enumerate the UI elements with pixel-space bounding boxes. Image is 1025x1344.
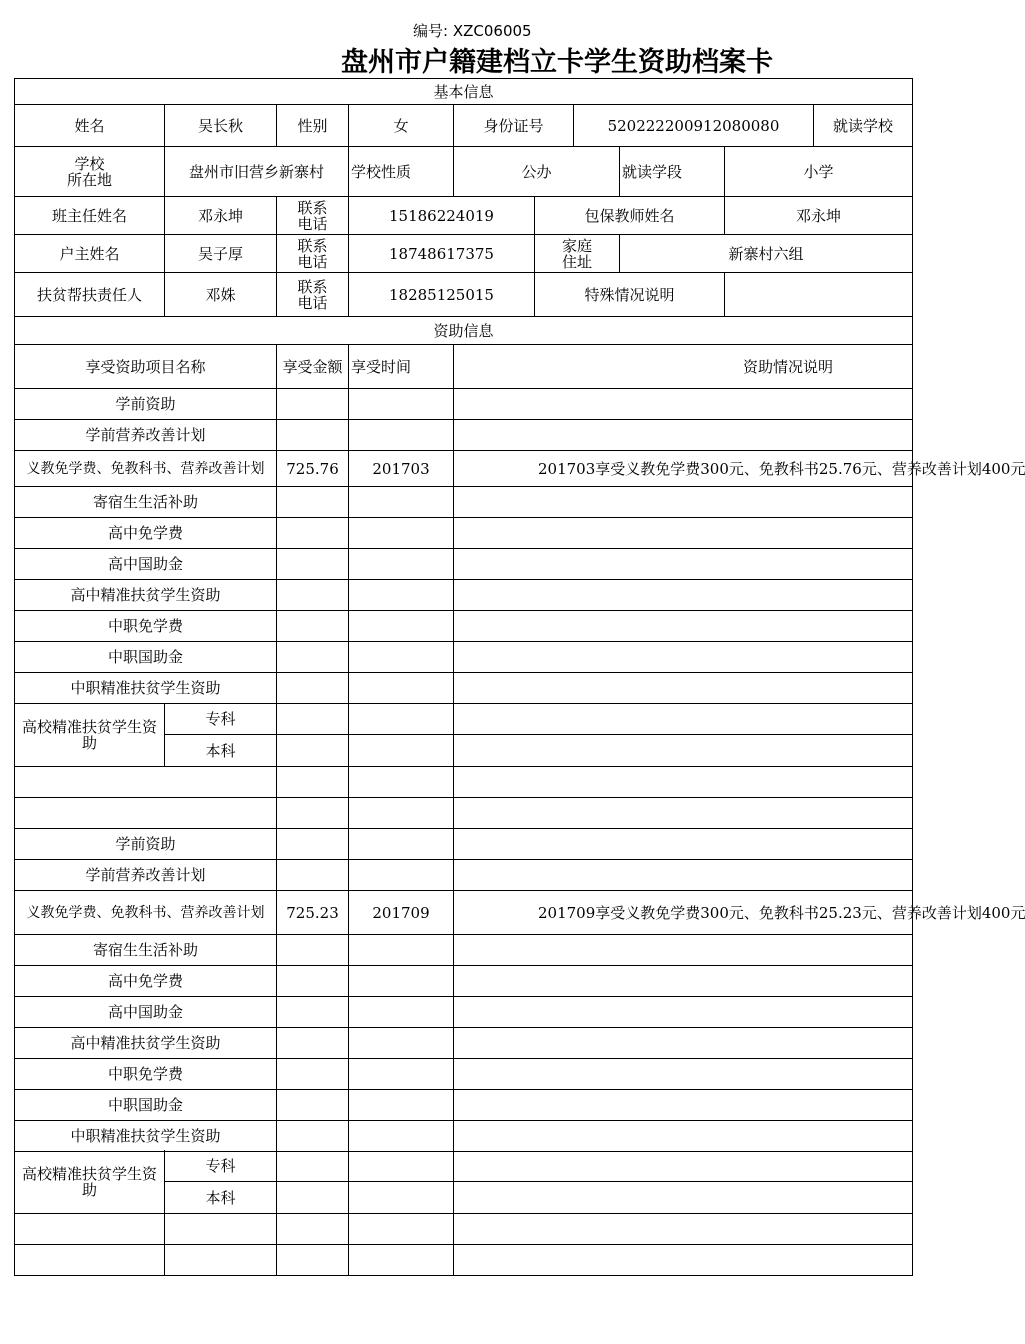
aid-item-amount: [276, 860, 348, 891]
aid-item-amount: [276, 611, 348, 642]
aid-item-amount: [276, 642, 348, 673]
bachelor-label-2: 本科: [164, 1182, 276, 1214]
special-value: [724, 273, 913, 317]
aid-item-name: 中职国助金: [14, 642, 276, 673]
aid-item-name: 中职精准扶贫学生资助: [14, 1121, 276, 1152]
junior-college-desc-1: [453, 703, 913, 735]
aid-item-amount: [276, 829, 348, 860]
aid-item-name: 高中免学费: [14, 966, 276, 997]
aid-item-name: 高中精准扶贫学生资助: [14, 580, 276, 611]
aid-item-time: [348, 611, 453, 642]
aid-item-time: [348, 580, 453, 611]
poverty-helper-label: 扶贫帮扶责任人: [14, 273, 164, 317]
aid-item-amount: [276, 1090, 348, 1121]
aid-item-desc: [453, 935, 913, 966]
aid-item-name: 义教免学费、免教科书、营养改善计划: [14, 451, 276, 487]
junior-college-amount-2: [276, 1150, 348, 1182]
aid-item-time: [348, 966, 453, 997]
aid-item-amount: 725.23: [276, 891, 348, 935]
junior-college-desc-2: [453, 1150, 913, 1182]
head-teacher-name: 邓永坤: [164, 197, 276, 235]
aid-item-time: [348, 389, 453, 420]
aid-item-desc: [453, 860, 913, 891]
aid-item-desc: [453, 673, 913, 704]
aid-item-name: 学前资助: [14, 829, 276, 860]
aid-item-name: 寄宿生生活补助: [14, 935, 276, 966]
student-name: 吴长秋: [164, 105, 276, 147]
empty-cell: [276, 798, 348, 829]
householder-phone-label: 联系 电话: [276, 235, 348, 273]
university-aid-label-1: 高校精准扶贫学生资助: [14, 703, 164, 767]
aid-item-name: 中职国助金: [14, 1090, 276, 1121]
aid-item-desc: 201709享受义教免学费300元、免教科书25.23元、营养改善计划400元: [453, 891, 913, 935]
aid-item-desc: [453, 1059, 913, 1090]
aid-item-desc: [453, 966, 913, 997]
empty-cell: [14, 767, 276, 798]
id-label: 身份证号: [453, 105, 573, 147]
empty-cell: [348, 767, 453, 798]
bachelor-time-1: [348, 735, 453, 767]
aid-item-amount: 725.76: [276, 451, 348, 487]
aid-item-desc: [453, 1121, 913, 1152]
aid-item-time: [348, 420, 453, 451]
empty-cell: [348, 1245, 453, 1276]
empty-cell: [276, 1214, 348, 1245]
aid-item-time: [348, 673, 453, 704]
empty-cell: [348, 1214, 453, 1245]
aid-item-time: [348, 642, 453, 673]
poverty-helper-phone-label: 联系 电话: [276, 273, 348, 317]
basic-info-header: 基本信息: [14, 79, 913, 105]
school-stage: 小学: [724, 147, 913, 197]
school-label: 就读学校: [813, 105, 913, 147]
school-nature-label: 学校性质: [348, 147, 453, 197]
aid-item-desc: [453, 420, 913, 451]
gender-value: 女: [348, 105, 453, 147]
guarantee-teacher-name: 邓永坤: [724, 197, 913, 235]
aid-item-desc: 201703享受义教免学费300元、免教科书25.76元、营养改善计划400元: [453, 451, 913, 487]
bachelor-label-1: 本科: [164, 735, 276, 767]
aid-item-name: 高中国助金: [14, 997, 276, 1028]
aid-item-time: [348, 935, 453, 966]
aid-item-name: 高中国助金: [14, 549, 276, 580]
gender-label: 性别: [276, 105, 348, 147]
aid-item-amount: [276, 1059, 348, 1090]
aid-item-name: 学前营养改善计划: [14, 860, 276, 891]
empty-cell: [164, 1214, 276, 1245]
col-project-header: 享受资助项目名称: [14, 345, 276, 389]
aid-item-name: 学前资助: [14, 389, 276, 420]
aid-item-time: [348, 997, 453, 1028]
aid-item-time: [348, 1059, 453, 1090]
serial-value: XZC06005: [452, 22, 532, 40]
aid-item-amount: [276, 966, 348, 997]
aid-item-amount: [276, 389, 348, 420]
aid-item-name: 中职免学费: [14, 611, 276, 642]
aid-item-time: [348, 829, 453, 860]
aid-item-name: 中职精准扶贫学生资助: [14, 673, 276, 704]
special-label: 特殊情况说明: [534, 273, 724, 317]
aid-item-amount: [276, 420, 348, 451]
bachelor-time-2: [348, 1182, 453, 1214]
aid-item-name: 学前营养改善计划: [14, 420, 276, 451]
aid-item-time: [348, 1121, 453, 1152]
aid-item-time: [348, 487, 453, 518]
junior-college-time-2: [348, 1150, 453, 1182]
aid-item-desc: [453, 549, 913, 580]
head-teacher-phone: 15186224019: [348, 197, 534, 235]
aid-item-time: 201709: [348, 891, 453, 935]
col-desc-header: 资助情况说明: [453, 345, 913, 389]
empty-cell: [453, 1245, 913, 1276]
aid-item-amount: [276, 549, 348, 580]
empty-cell: [164, 1245, 276, 1276]
aid-item-time: [348, 1090, 453, 1121]
aid-item-time: [348, 1028, 453, 1059]
junior-college-amount-1: [276, 703, 348, 735]
aid-item-amount: [276, 1028, 348, 1059]
aid-item-name: 中职免学费: [14, 1059, 276, 1090]
serial-label: 编号:: [413, 22, 449, 40]
junior-college-label-2: 专科: [164, 1150, 276, 1182]
archive-card-table: [14, 78, 1025, 1277]
aid-item-desc: [453, 997, 913, 1028]
empty-cell: [14, 1245, 164, 1276]
bachelor-amount-2: [276, 1182, 348, 1214]
empty-cell: [276, 1245, 348, 1276]
bachelor-desc-1: [453, 735, 913, 767]
aid-item-amount: [276, 997, 348, 1028]
address-label: 家庭 住址: [534, 235, 619, 273]
aid-item-desc: [453, 611, 913, 642]
col-amount-header: 享受金额: [276, 345, 348, 389]
empty-cell: [348, 798, 453, 829]
aid-item-name: 义教免学费、免教科书、营养改善计划: [14, 891, 276, 935]
aid-item-time: 201703: [348, 451, 453, 487]
school-nature: 公办: [453, 147, 619, 197]
poverty-helper-phone: 18285125015: [348, 273, 534, 317]
householder-label: 户主姓名: [14, 235, 164, 273]
poverty-helper-name: 邓姝: [164, 273, 276, 317]
aid-item-amount: [276, 518, 348, 549]
location-label: 学校 所在地: [14, 147, 164, 197]
empty-cell: [453, 767, 913, 798]
aid-item-desc: [453, 829, 913, 860]
empty-cell: [14, 1214, 164, 1245]
empty-cell: [14, 798, 276, 829]
page-title: 盘州市户籍建档立卡学生资助档案卡: [341, 47, 773, 78]
aid-item-desc: [453, 487, 913, 518]
junior-college-time-1: [348, 703, 453, 735]
head-teacher-label: 班主任姓名: [14, 197, 164, 235]
aid-item-name: 高中精准扶贫学生资助: [14, 1028, 276, 1059]
aid-item-time: [348, 518, 453, 549]
aid-item-amount: [276, 935, 348, 966]
bachelor-amount-1: [276, 735, 348, 767]
aid-item-desc: [453, 389, 913, 420]
aid-item-name: 高中免学费: [14, 518, 276, 549]
empty-cell: [453, 1214, 913, 1245]
aid-item-amount: [276, 580, 348, 611]
empty-cell: [276, 767, 348, 798]
householder-phone: 18748617375: [348, 235, 534, 273]
aid-item-desc: [453, 580, 913, 611]
aid-item-name: 寄宿生生活补助: [14, 487, 276, 518]
col-time-header: 享受时间: [348, 345, 453, 389]
aid-item-time: [348, 860, 453, 891]
name-label: 姓名: [14, 105, 164, 147]
home-address: 新寨村六组: [619, 235, 913, 273]
school-location: 盘州市旧营乡新寨村: [164, 147, 348, 197]
bachelor-desc-2: [453, 1182, 913, 1214]
junior-college-label-1: 专科: [164, 703, 276, 735]
aid-item-desc: [453, 1090, 913, 1121]
serial-number: [413, 20, 532, 41]
aid-item-desc: [453, 642, 913, 673]
aid-item-amount: [276, 673, 348, 704]
guarantee-teacher-label: 包保教师姓名: [534, 197, 724, 235]
id-number: 520222200912080080: [573, 105, 813, 147]
university-aid-label-2: 高校精准扶贫学生资助: [14, 1150, 164, 1214]
aid-item-desc: [453, 518, 913, 549]
empty-cell: [453, 798, 913, 829]
aid-item-time: [348, 549, 453, 580]
aid-info-header: 资助信息: [14, 317, 913, 345]
aid-item-amount: [276, 487, 348, 518]
aid-item-amount: [276, 1121, 348, 1152]
aid-item-desc: [453, 1028, 913, 1059]
householder-name: 吴子厚: [164, 235, 276, 273]
head-teacher-phone-label: 联系 电话: [276, 197, 348, 235]
stage-label: 就读学段: [619, 147, 724, 197]
